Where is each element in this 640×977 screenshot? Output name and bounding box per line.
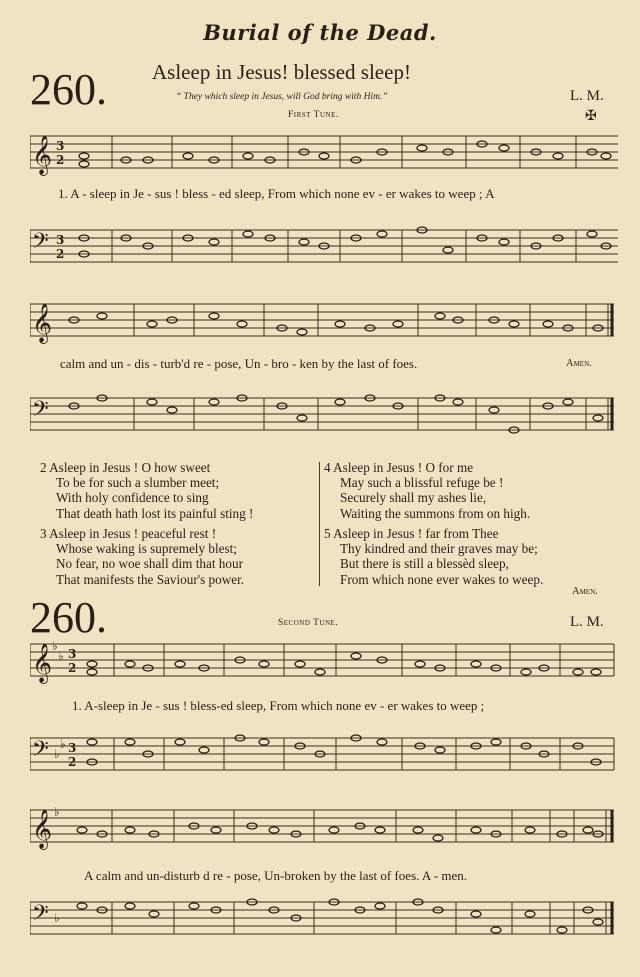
lyrics-line-4: A calm and un-disturb d re - pose, Un-broken by the last of foes. A - men. [84, 868, 468, 883]
verse-line: Thy kindred and their graves may be; [340, 541, 538, 557]
verse-2 [40, 460, 318, 521]
verse-line: 4 Asleep in Jesus ! O for me [324, 460, 474, 475]
svg-text:𝄢: 𝄢 [32, 229, 49, 259]
bass-staff-2 [30, 390, 620, 446]
cross-icon: ✠ [585, 108, 597, 124]
bass-staff-1 [30, 222, 620, 270]
treble-staff-3 [30, 636, 620, 684]
bass-staff-4 [30, 894, 620, 950]
verse-line: But there is still a blessèd sleep, [340, 556, 509, 572]
meter-label: L. M. [570, 88, 604, 104]
svg-text:3: 3 [68, 647, 77, 661]
verse-4 [324, 460, 614, 521]
svg-text:𝄞: 𝄞 [32, 809, 53, 849]
svg-text:𝄢: 𝄢 [32, 397, 49, 427]
svg-text:♭: ♭ [52, 639, 58, 653]
svg-text:♭: ♭ [60, 737, 66, 751]
verse-amen: Amen. [572, 586, 598, 597]
treble-staff-1 [30, 128, 620, 176]
page-heading: Burial of the Dead. [203, 20, 437, 45]
bass-staff-3 [30, 730, 620, 778]
svg-text:3: 3 [56, 233, 65, 247]
verse-line: May such a blissful refuge be ! [340, 475, 504, 491]
hymn-number: 260. [30, 65, 107, 114]
verse-line: 2 Asleep in Jesus ! O how sweet [40, 460, 211, 475]
svg-text:♭: ♭ [58, 649, 64, 663]
svg-text:𝄢: 𝄢 [32, 737, 49, 767]
svg-text:2: 2 [56, 247, 65, 261]
svg-text:♭: ♭ [54, 805, 60, 819]
svg-text:𝄞: 𝄞 [32, 135, 53, 175]
verse-line: To be for such a slumber meet; [56, 475, 220, 491]
verse-line: Securely shall my ashes lie, [340, 490, 487, 506]
epigraph: “ They which sleep in Jesus, will God bring with Him.” [176, 92, 388, 102]
verse-3 [40, 526, 318, 587]
svg-text:2: 2 [68, 755, 77, 769]
amen-label: Amen. [566, 358, 592, 369]
verse-line: Waiting the summons from on high. [340, 505, 531, 521]
verse-divider [319, 462, 320, 586]
lyrics-line-2: calm and un - dis - turb'd re - pose, Un - bro - ken by the last of foes. [60, 356, 418, 371]
svg-text:2: 2 [68, 661, 77, 675]
svg-text:3: 3 [56, 139, 65, 153]
verse-line: 5 Asleep in Jesus ! far from Thee [324, 526, 499, 541]
hymn-title: Asleep in Jesus! blessed sleep! [152, 60, 411, 84]
svg-text:♭: ♭ [54, 747, 60, 761]
verse-line: Whose waking is supremely blest; [56, 541, 237, 557]
verse-line: From which none ever wakes to weep. [340, 571, 544, 587]
meter-label-2: L. M. [570, 614, 604, 630]
svg-text:𝄢: 𝄢 [32, 901, 49, 931]
svg-text:♭: ♭ [54, 911, 60, 925]
tune-label: First Tune. [288, 110, 339, 120]
svg-text:𝄞: 𝄞 [32, 643, 53, 683]
svg-text:3: 3 [68, 741, 77, 755]
verse-line: No fear, no woe shall dim that hour [56, 556, 243, 572]
verse-5 [324, 526, 614, 587]
verse-line: That manifests the Saviour's power. [56, 571, 245, 587]
hymn-number-2: 260. [30, 593, 107, 642]
treble-staff-2 [30, 296, 620, 344]
svg-text:2: 2 [56, 153, 65, 167]
verse-line: With holy confidence to sing [56, 490, 209, 506]
treble-staff-4 [30, 802, 620, 850]
lyrics-line-1: 1. A - sleep in Je - sus ! bless - ed sleep, From which none ev - er wakes to weep ; A [58, 186, 495, 201]
lyrics-line-3: 1. A-sleep in Je - sus ! bless-ed sleep, From which none ev - er wakes to weep ; [72, 698, 485, 713]
tune-label-2: Second Tune. [278, 618, 339, 628]
verse-line: That death hath lost its painful sting ! [56, 505, 254, 521]
verse-line: 3 Asleep in Jesus ! peaceful rest ! [40, 526, 217, 541]
svg-text:𝄞: 𝄞 [32, 303, 53, 343]
